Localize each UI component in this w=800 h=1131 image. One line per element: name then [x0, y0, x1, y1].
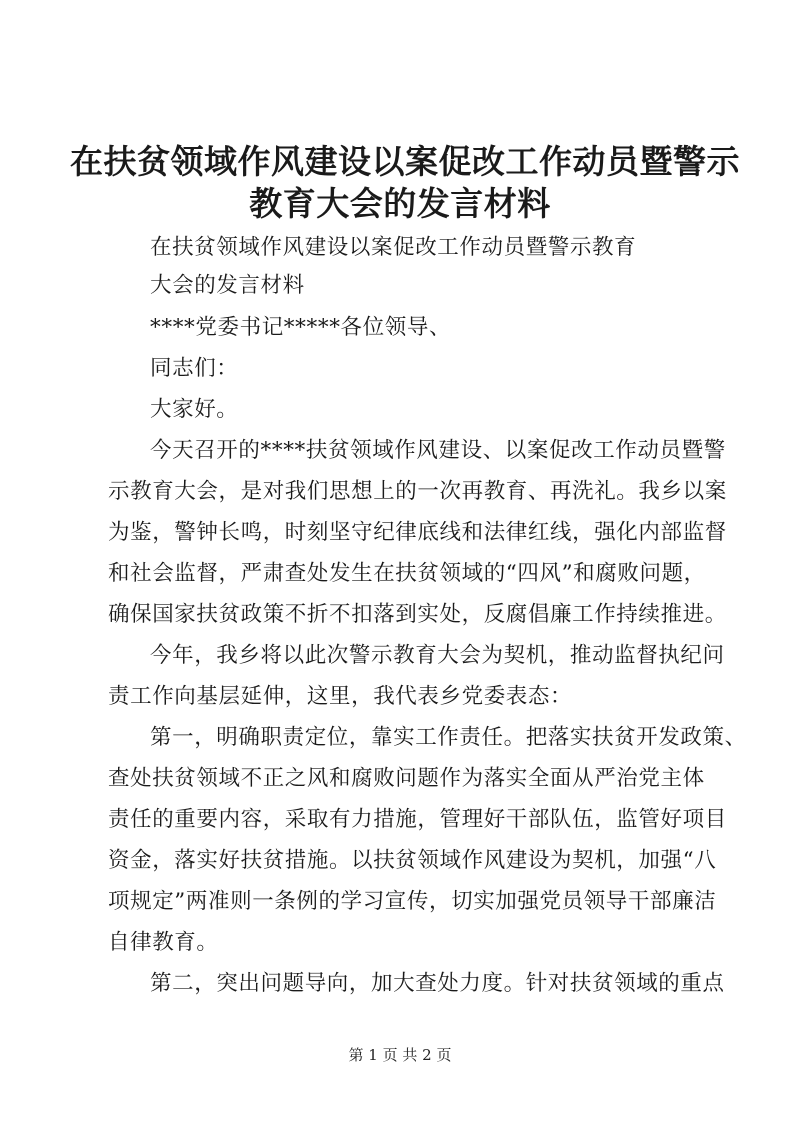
body-line: 责任的重要内容，采取有力措施，管理好干部队伍，监管好项目 [108, 807, 727, 832]
document-title-line-2: 教育大会的发言材料 [249, 184, 551, 223]
body-line: 项规定”两准则一条例的学习宣传，切实加强党员领导干部廉洁 [108, 889, 717, 914]
body-line: 同志们： [150, 356, 239, 381]
body-line: 和社会监督，严肃查处发生在扶贫领域的“四风”和腐败问题， [108, 561, 706, 586]
body-line: 今年，我乡将以此次警示教育大会为契机，推动监督执纪问 [150, 643, 725, 668]
body-line: 大会的发言材料 [150, 273, 305, 298]
document-title-line-1: 在扶贫领域作风建设以案促改工作动员暨警示 [70, 142, 740, 181]
body-line: 为鉴，警钟长鸣，时刻坚守纪律底线和法律红线，强化内部监督 [108, 520, 727, 545]
body-line: ****党委书记*****各位领导、 [150, 315, 452, 340]
page-number-footer: 第 1 页 共 2 页 [348, 1046, 452, 1064]
body-line: 自律教育。 [108, 930, 219, 955]
body-line: 确保国家扶贫政策不折不扣落到实处，反腐倡廉工作持续推进。 [108, 602, 727, 627]
body-line: 第二，突出问题导向，加大查处力度。针对扶贫领域的重点 [150, 971, 725, 996]
body-line: 查处扶贫领域不正之风和腐败问题作为落实全面从严治党主体 [108, 766, 705, 791]
body-line: 责工作向基层延伸，这里，我代表乡党委表态： [108, 684, 573, 709]
body-line: 今天召开的****扶贫领域作风建设、以案促改工作动员暨警 [150, 438, 726, 463]
body-line: 在扶贫领域作风建设以案促改工作动员暨警示教育 [150, 235, 637, 260]
body-line: 第一，明确职责定位，靠实工作责任。把落实扶贫开发政策、 [150, 725, 747, 750]
body-line: 大家好。 [150, 397, 239, 422]
body-line: 资金，落实好扶贫措施。以扶贫领域作风建设为契机，加强“八 [108, 848, 717, 873]
body-line: 示教育大会，是对我们思想上的一次再教育、再洗礼。我乡以案 [108, 479, 727, 504]
